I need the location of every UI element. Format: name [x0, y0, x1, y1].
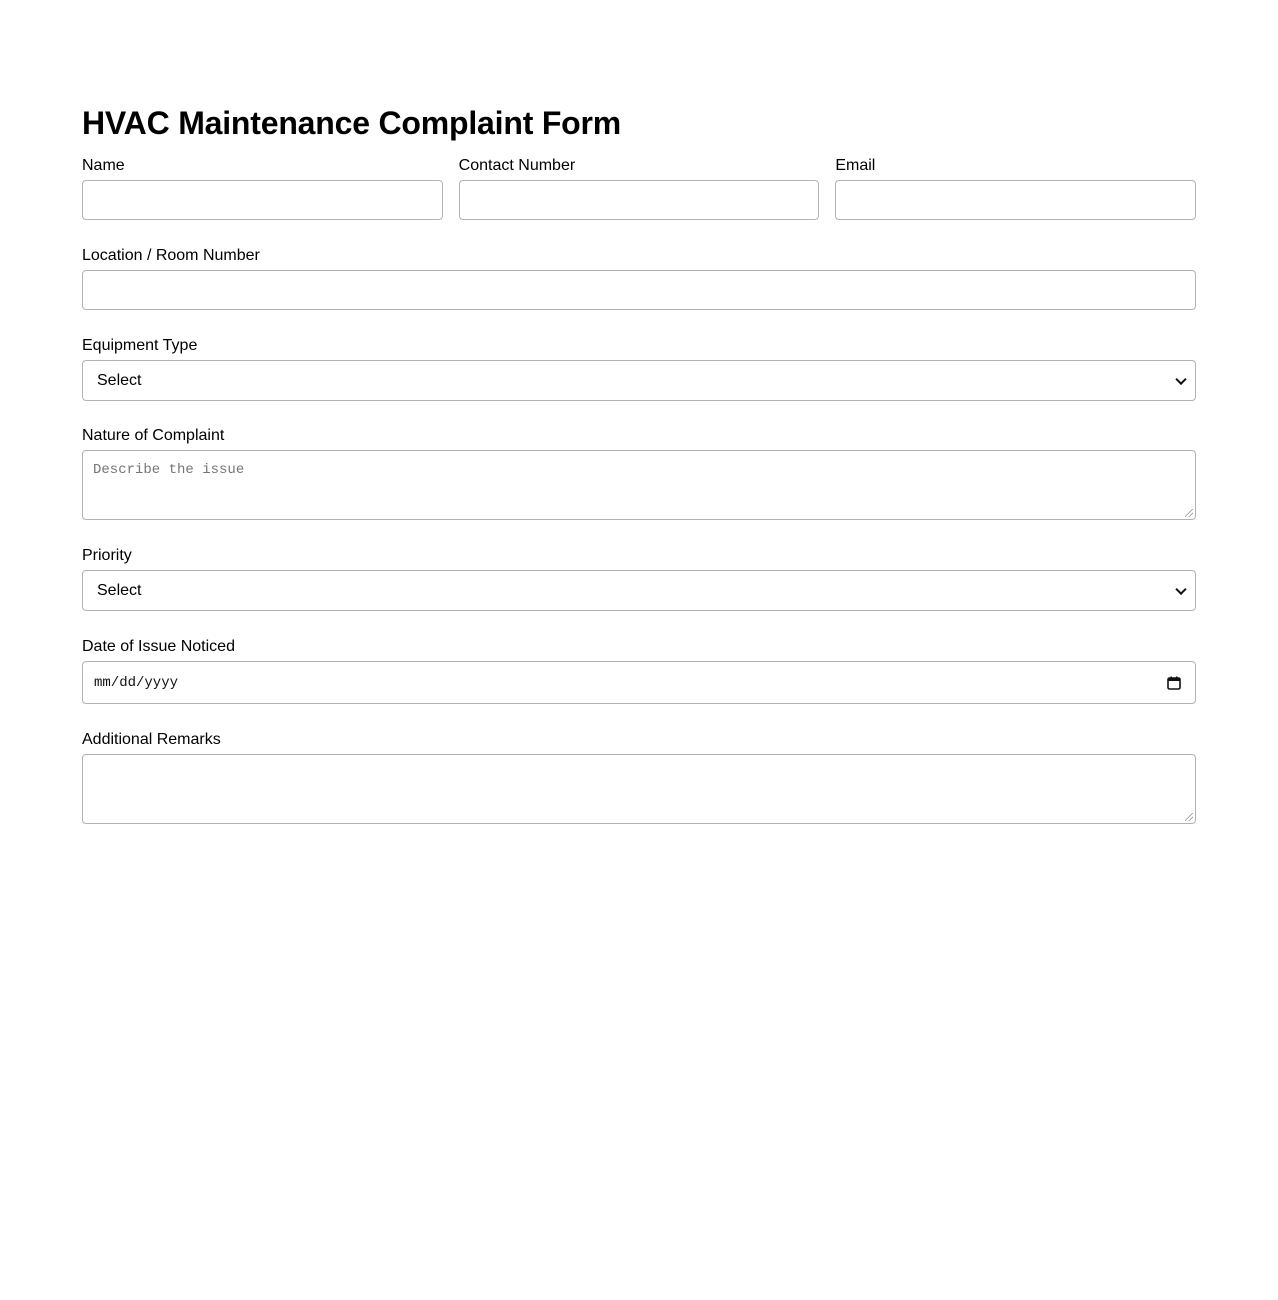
- equipment-type-label: Equipment Type: [82, 337, 198, 354]
- priority-label: Priority: [82, 547, 132, 564]
- contact-number-input[interactable]: [459, 180, 820, 220]
- calendar-icon[interactable]: [1167, 676, 1181, 690]
- equipment-field-group: [82, 336, 1196, 401]
- name-field-group: [82, 156, 443, 220]
- page-title: HVAC Maintenance Complaint Form: [82, 105, 622, 141]
- name-label: Name: [82, 157, 125, 174]
- location-label: Location / Room Number: [82, 247, 260, 264]
- equipment-type-select[interactable]: [82, 360, 1196, 401]
- nature-of-complaint-placeholder: Describe the issue: [93, 462, 245, 478]
- date-of-issue-input[interactable]: [82, 661, 1196, 704]
- contact-row: [82, 156, 1196, 220]
- chevron-down-icon: [1175, 583, 1186, 594]
- complaint-field-group: [82, 426, 1196, 520]
- contact-field-group: [459, 156, 820, 220]
- chevron-down-icon: [1175, 373, 1186, 384]
- priority-field-group: [82, 546, 1196, 611]
- priority-selected-value: Select: [97, 581, 142, 599]
- location-field-group: [82, 246, 1196, 310]
- resize-handle[interactable]: [1185, 509, 1193, 517]
- additional-remarks-label: Additional Remarks: [82, 731, 221, 748]
- email-field-group: [835, 156, 1196, 220]
- nature-of-complaint-label: Nature of Complaint: [82, 427, 225, 444]
- priority-select[interactable]: [82, 570, 1196, 611]
- name-input[interactable]: [82, 180, 443, 220]
- date-placeholder: mm/dd/yyyy: [94, 674, 179, 691]
- email-input[interactable]: [835, 180, 1196, 220]
- date-of-issue-label: Date of Issue Noticed: [82, 638, 235, 655]
- equipment-type-selected-value: Select: [97, 371, 142, 389]
- email-label: Email: [835, 157, 876, 174]
- contact-number-label: Contact Number: [458, 157, 576, 174]
- additional-remarks-textarea[interactable]: [82, 754, 1196, 824]
- resize-handle[interactable]: [1185, 813, 1193, 821]
- complaint-form: [82, 103, 1196, 824]
- date-field-group: [82, 637, 1196, 704]
- location-input[interactable]: [82, 270, 1196, 310]
- nature-of-complaint-textarea[interactable]: [82, 450, 1196, 520]
- remarks-field-group: [82, 730, 1196, 824]
